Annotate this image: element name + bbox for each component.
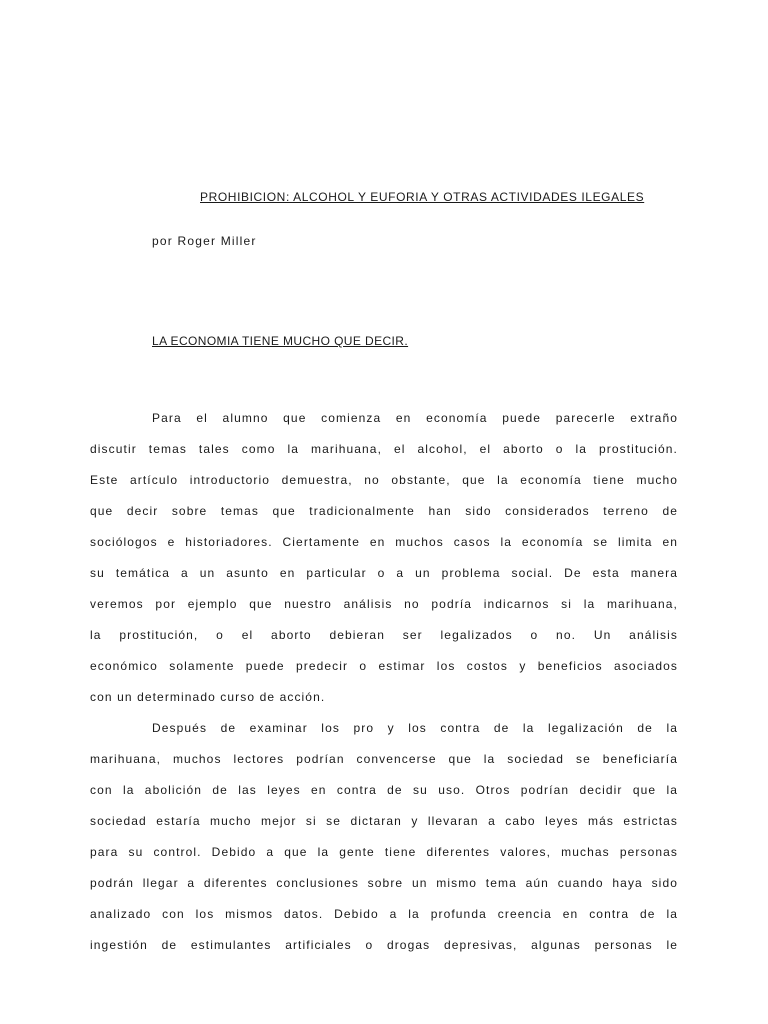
text-line: sociólogos e historiadores. Ciertamente en muchos casos la economía se limita en bbox=[90, 535, 678, 549]
text-line: económico solamente puede predecir o estimar los costos y beneficios asociados bbox=[90, 659, 678, 673]
text-line: Este artículo introductorio demuestra, no obstante, que la economía tiene mucho bbox=[90, 473, 678, 487]
text-line: para su control. Debido a que la gente tiene diferentes valores, muchas personas bbox=[90, 845, 678, 859]
text-line: marihuana, muchos lectores podrían convencerse que la sociedad se beneficiaría bbox=[90, 752, 678, 766]
text-line: con la abolición de las leyes en contra de su uso. Otros podrían decidir que la bbox=[90, 783, 678, 797]
text-line: con un determinado curso de acción. bbox=[90, 690, 326, 704]
paragraph-2 bbox=[90, 713, 678, 961]
document-author: por Roger Miller bbox=[152, 234, 257, 248]
text-line: su temática a un asunto en particular o a un problema social. De esta manera bbox=[90, 566, 678, 580]
text-line: Después de examinar los pro y los contra de la legalización de la bbox=[152, 721, 678, 735]
text-line: discutir temas tales como la marihuana, el alcohol, el aborto o la prostitución. bbox=[90, 442, 678, 456]
text-line: analizado con los mismos datos. Debido a la profunda creencia en contra de la bbox=[90, 907, 678, 921]
paragraph-1 bbox=[90, 403, 678, 713]
text-line: la prostitución, o el aborto debieran ser legalizados o no. Un análisis bbox=[90, 628, 678, 642]
text-line: podrán llegar a diferentes conclusiones sobre un mismo tema aún cuando haya sido bbox=[90, 876, 678, 890]
text-line: ingestión de estimulantes artificiales o drogas depresivas, algunas personas le bbox=[90, 938, 678, 952]
document-title: PROHIBICION: ALCOHOL Y EUFORIA Y OTRAS ACTIVIDADES ILEGALES bbox=[200, 190, 645, 204]
text-line: sociedad estaría mucho mejor si se dictaran y llevaran a cabo leyes más estrictas bbox=[90, 814, 678, 828]
text-line: que decir sobre temas que tradicionalmente han sido considerados terreno de bbox=[90, 504, 678, 518]
section-heading: LA ECONOMIA TIENE MUCHO QUE DECIR. bbox=[152, 334, 409, 348]
text-line: Para el alumno que comienza en economía puede parecerle extraño bbox=[152, 411, 678, 425]
text-line: veremos por ejemplo que nuestro análisis no podría indicarnos si la marihuana, bbox=[90, 597, 678, 611]
body-text bbox=[90, 403, 678, 961]
